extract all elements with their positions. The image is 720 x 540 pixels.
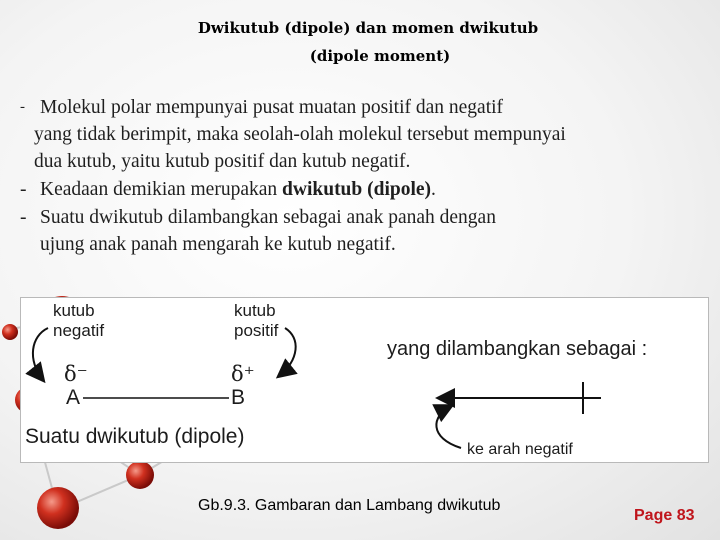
label-kutub-negatif: kutub negatif: [53, 301, 105, 340]
bullet-dash: -: [20, 179, 27, 200]
dipole-diagram: [20, 297, 709, 463]
atom-a: A: [66, 386, 81, 409]
label-kutub-positif: kutub positif: [234, 301, 279, 340]
slide-subtitle: (dipole moment): [309, 47, 451, 65]
bullet-text: Molekul polar mempunyai pusat muatan positif dan negatif: [40, 97, 504, 118]
bullet-dash: -: [20, 99, 25, 115]
curved-arrow-left: [33, 328, 48, 380]
atom-b: B: [231, 386, 246, 409]
bullet-text: dua kutub, yaitu kutub positif dan kutub negatif.: [34, 151, 411, 172]
curved-arrow-negative: [436, 406, 461, 448]
sphere-medium: [37, 487, 79, 529]
slide-title: Dwikutub (dipole) dan momen dwikutub: [197, 19, 539, 37]
symbol-label: yang dilambangkan sebagai :: [387, 338, 648, 360]
delta-minus: δ⁻: [64, 362, 88, 386]
sphere-tiny: [2, 324, 18, 340]
page-number: Page 83: [634, 507, 695, 524]
bullet-text: Suatu dwikutub dilambangkan sebagai anak panah dengan: [40, 207, 496, 228]
bullet-dash: -: [20, 207, 27, 228]
dipole-caption: Suatu dwikutub (dipole): [25, 425, 245, 448]
figure-caption: Gb.9.3. Gambaran dan Lambang dwikutub: [198, 497, 501, 514]
delta-plus: δ⁺: [231, 362, 255, 386]
curved-arrow-right: [279, 328, 296, 376]
bold-term: dwikutub (dipole): [282, 179, 432, 200]
bullet-text: ujung anak panah mengarah ke kutub negatif.: [40, 234, 396, 255]
sphere-small: [126, 461, 154, 489]
bullet-text: yang tidak berimpit, maka seolah-olah molekul tersebut mempunyai: [34, 124, 566, 145]
bullet-text: Keadaan demikian merupakan dwikutub (dipole).: [40, 179, 436, 200]
arrow-direction-label: ke arah negatif: [467, 441, 573, 458]
